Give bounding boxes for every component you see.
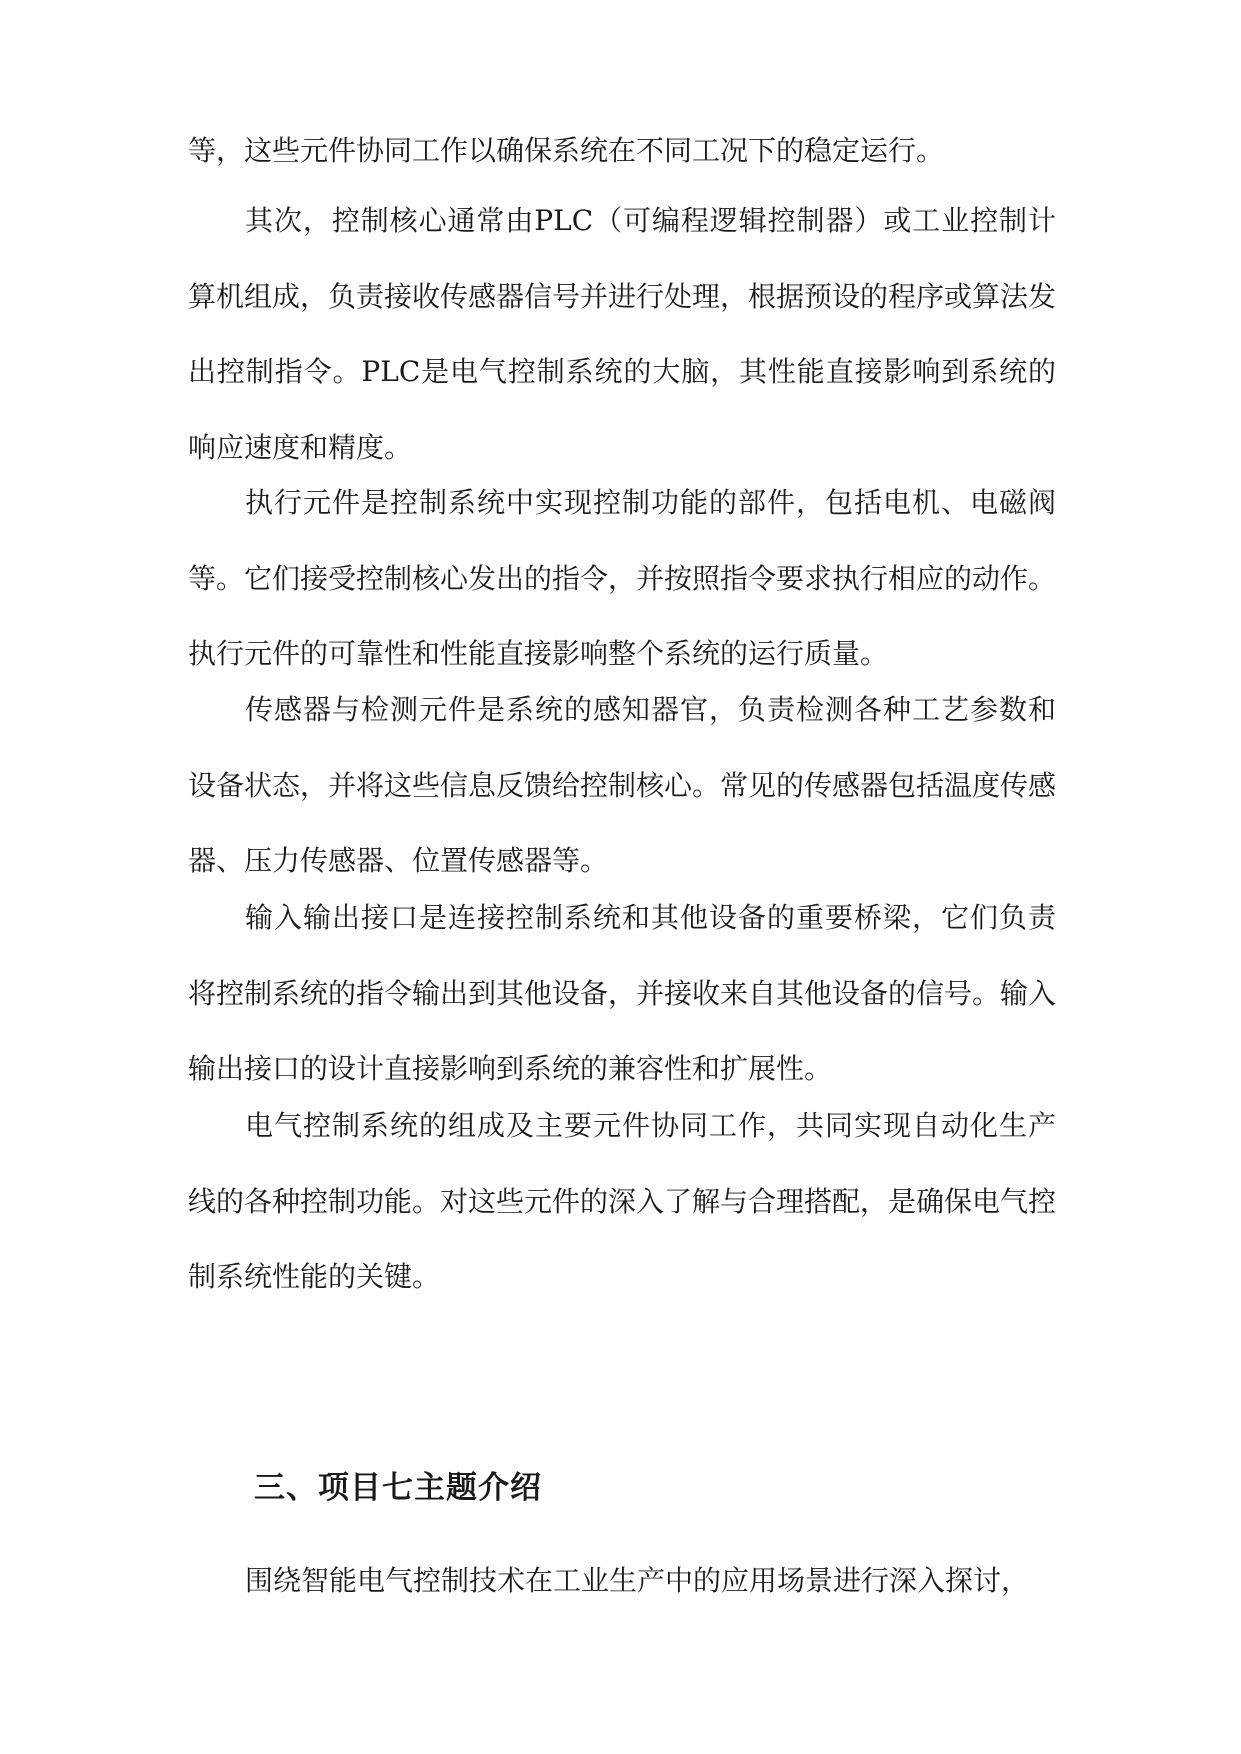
paragraph-sensors: 传感器与检测元件是系统的感知器官，负责检测各种工艺参数和设备状态，并将这些信息反馈给控制核心。常见的传感器包括温度传感器、压力传感器、位置传感器等。: [188, 693, 1057, 877]
paragraph-continuation: 等，这些元件协同工作以确保系统在不同工况下的稳定运行。: [188, 134, 945, 167]
paragraph-summary: 电气控制系统的组成及主要元件协同工作，共同实现自动化生产线的各种控制功能。对这些元件的深入了解与合理搭配，是确保电气控制系统性能的关键。: [188, 1109, 1057, 1293]
paragraph-actuators: 执行元件是控制系统中实现控制功能的部件，包括电机、电磁阀等。它们接受控制核心发出的指令，并按照指令要求执行相应的动作。执行元件的可靠性和性能直接影响整个系统的运行质量。: [188, 486, 1057, 670]
paragraph-io-interface: 输入输出接口是连接控制系统和其他设备的重要桥梁，它们负责将控制系统的指令输出到其他设备，并接收来自其他设备的信号。输入输出接口的设计直接影响到系统的兼容性和扩展性。: [188, 901, 1057, 1085]
paragraph-control-core: 其次，控制核心通常由PLC（可编程逻辑控制器）或工业控制计算机组成，负责接收传感器信号并进行处理，根据预设的程序或算法发出控制指令。PLC是电气控制系统的大脑，其性能直接影响到系统的响应速度和精度。: [188, 204, 1057, 464]
paragraph-topic-intro: 围绕智能电气控制技术在工业生产中的应用场景进行深入探讨，: [245, 1564, 1030, 1597]
section-heading: 三、项目七主题介绍: [254, 1470, 542, 1506]
